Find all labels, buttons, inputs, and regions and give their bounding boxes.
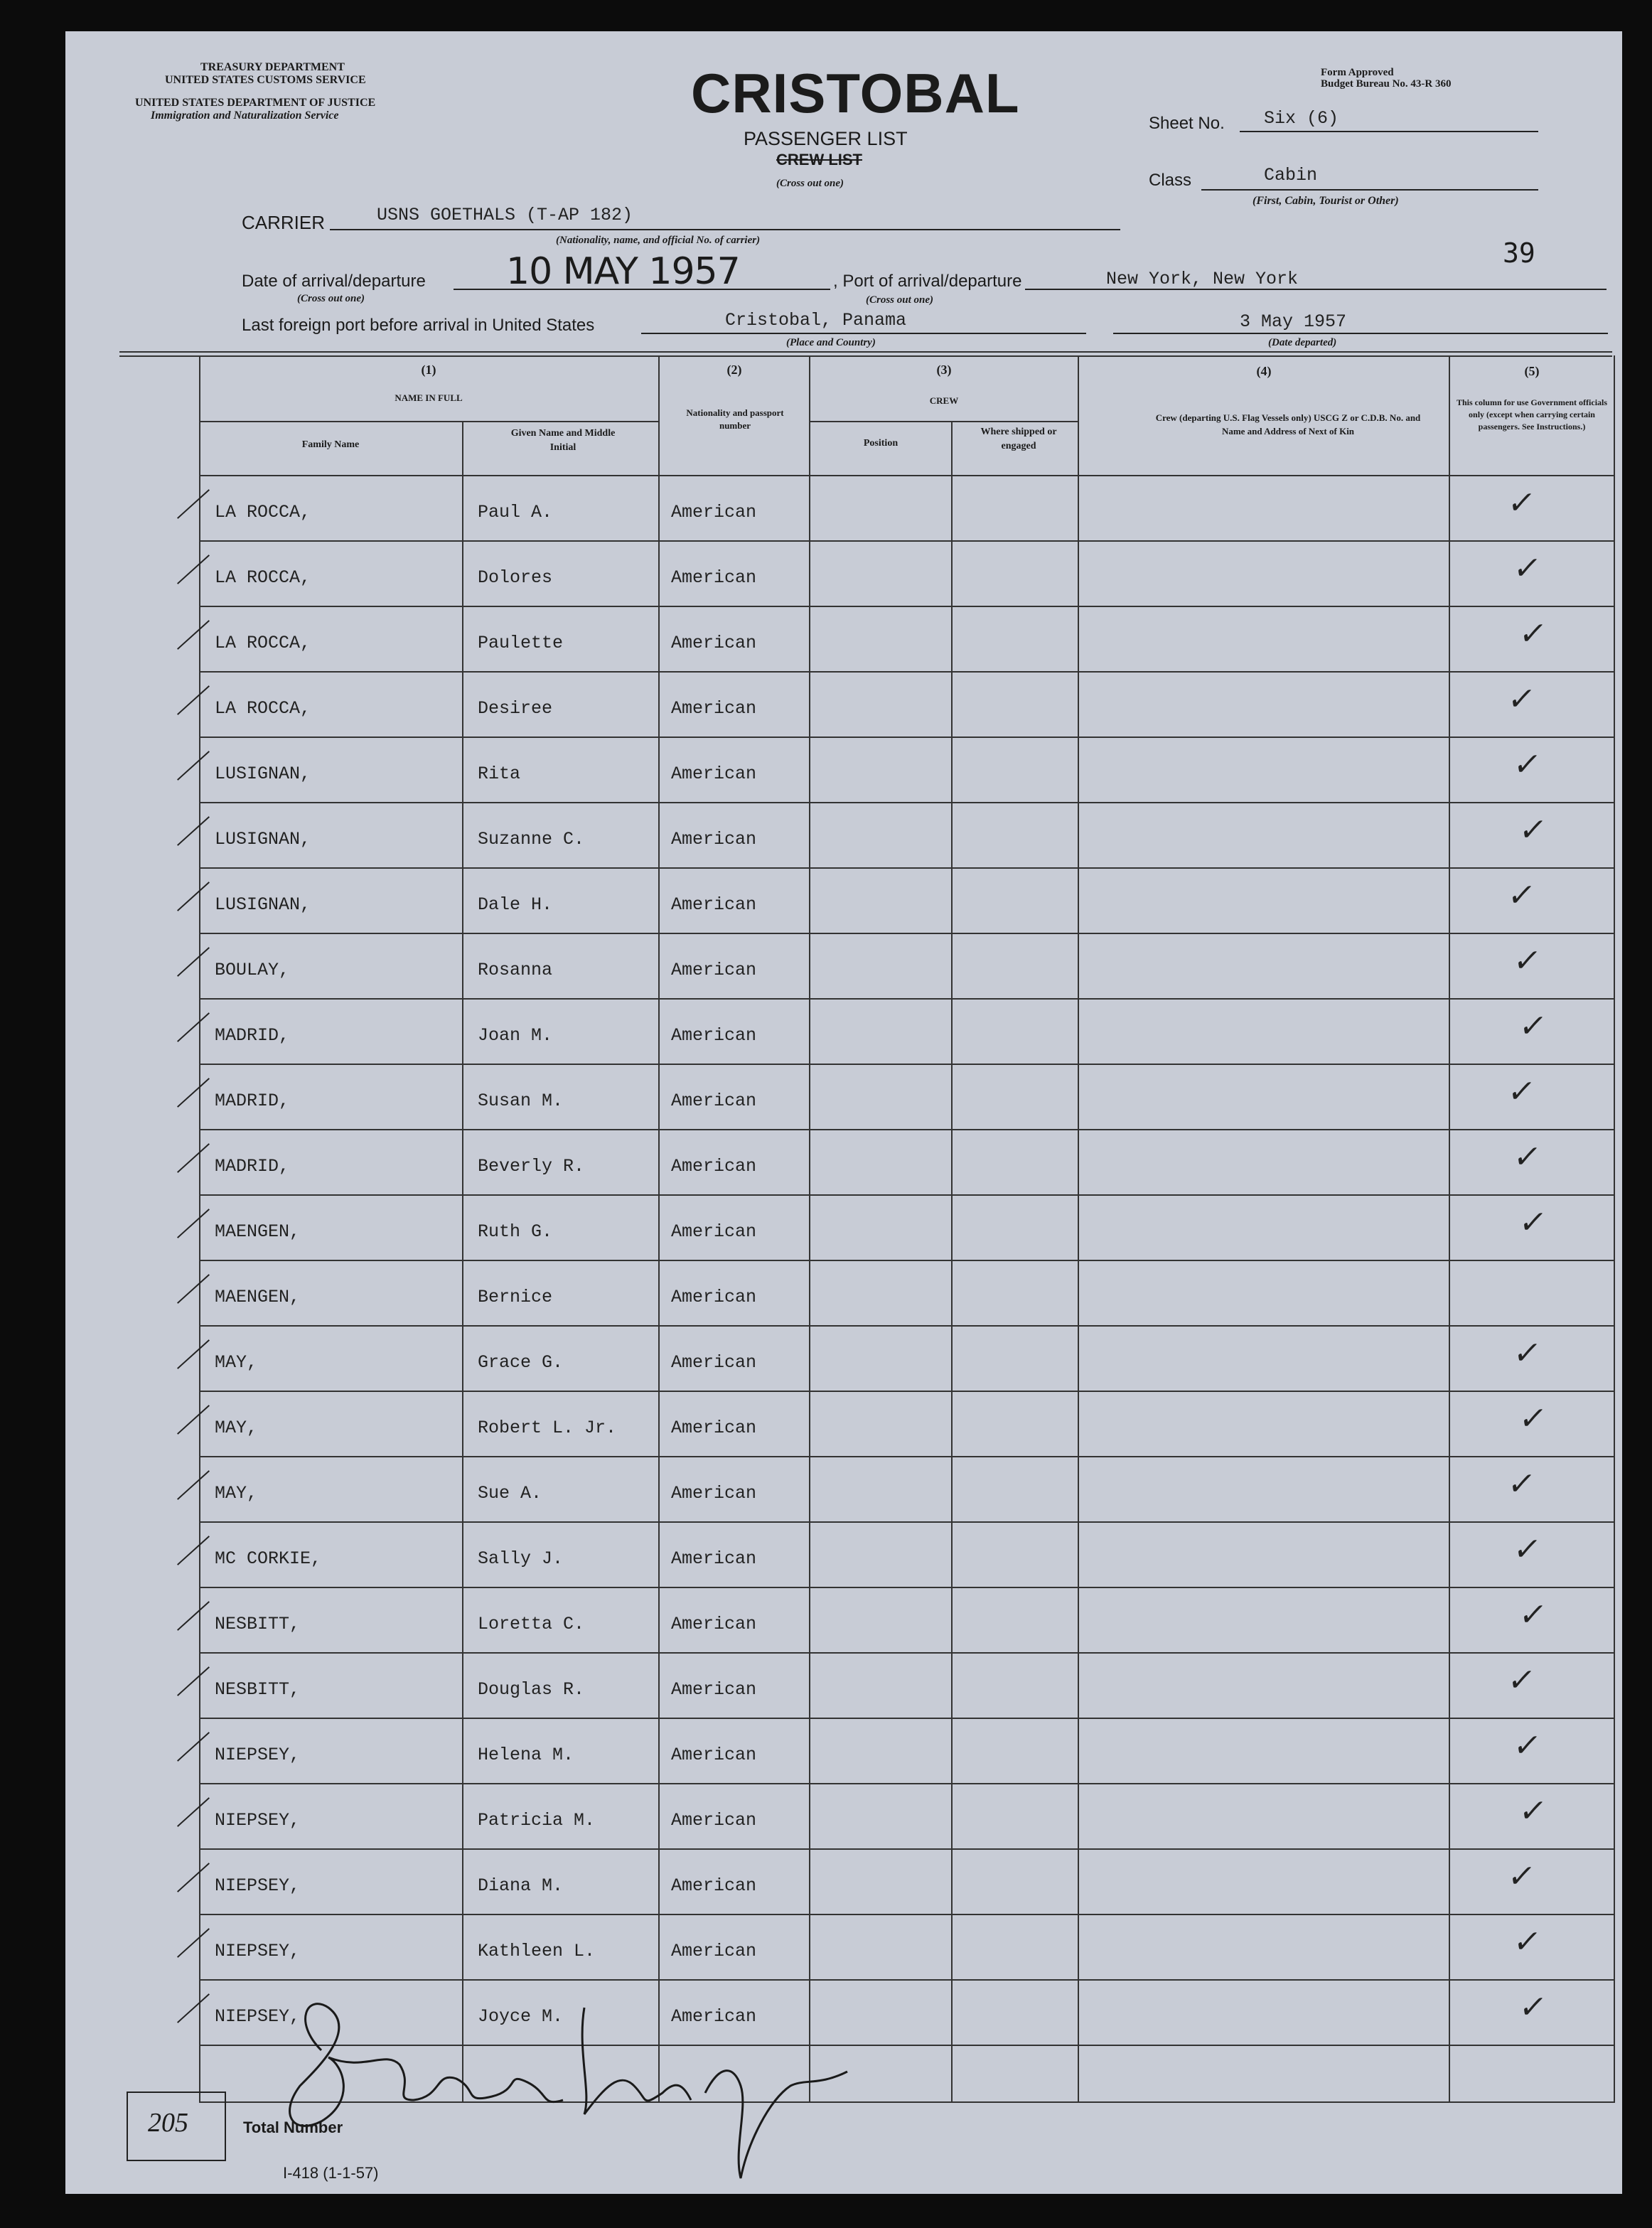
family-name-cell: MADRID, <box>215 1025 290 1046</box>
family-name-cell: LA ROCCA, <box>215 633 311 653</box>
carrier-underline <box>330 229 1120 230</box>
last-port-underline <box>641 333 1086 334</box>
margin-tally-mark <box>177 685 210 715</box>
margin-tally-mark <box>177 620 210 650</box>
given-name-cell: Helena M. <box>478 1745 574 1765</box>
nationality-cell: American <box>671 829 757 850</box>
row-separator <box>199 998 1615 1000</box>
family-name-cell: NIEPSEY, <box>215 1941 301 1961</box>
nationality-cell: American <box>671 1025 757 1046</box>
given-name-cell: Patricia M. <box>478 1810 596 1831</box>
family-name-cell: MAY, <box>215 1352 258 1373</box>
col3-title: CREW <box>929 395 959 406</box>
margin-tally-mark <box>177 1339 210 1369</box>
row-separator <box>199 1194 1615 1196</box>
margin-tally-mark <box>177 1470 210 1500</box>
given-name-cell: Rita <box>478 764 521 784</box>
date-departed-value: 3 May 1957 <box>1240 311 1347 332</box>
sheet-underline <box>1240 131 1538 132</box>
family-name-cell: LA ROCCA, <box>215 502 311 523</box>
check-mark: ✓ <box>1505 1858 1538 1895</box>
check-mark: ✓ <box>1505 681 1538 717</box>
port-label: , Port of arrival/departure <box>833 272 1022 291</box>
check-mark: ✓ <box>1505 1073 1538 1110</box>
sheet-label: Sheet No. <box>1149 114 1225 133</box>
row-separator <box>199 802 1615 803</box>
table-right-border <box>1614 355 1615 2101</box>
nationality-cell: American <box>671 894 757 915</box>
given-name-cell: Dolores <box>478 567 553 588</box>
table-left-border <box>199 355 200 2101</box>
col5-number: (5) <box>1524 364 1540 378</box>
row-separator <box>199 1260 1615 1261</box>
margin-tally-mark <box>177 816 210 846</box>
row-separator <box>199 1783 1615 1784</box>
family-name-cell: LA ROCCA, <box>215 698 311 719</box>
margin-tally-mark <box>177 1274 210 1304</box>
row-separator <box>199 1129 1615 1130</box>
nationality-cell: American <box>671 502 757 523</box>
margin-tally-mark <box>177 1928 210 1958</box>
check-mark: ✓ <box>1505 1466 1538 1502</box>
nationality-cell: American <box>671 1745 757 1765</box>
margin-tally-mark <box>177 1732 210 1762</box>
nationality-cell: American <box>671 1091 757 1111</box>
check-mark: ✓ <box>1511 1728 1544 1764</box>
margin-tally-mark <box>177 751 210 781</box>
class-label: Class <box>1149 171 1192 190</box>
check-mark: ✓ <box>1511 746 1544 783</box>
date-value: 10 MAY 1957 <box>506 250 740 293</box>
nationality-cell: American <box>671 1221 757 1242</box>
given-name-cell: Grace G. <box>478 1352 564 1373</box>
given-name-cell: Joan M. <box>478 1025 553 1046</box>
nationality-cell: American <box>671 2006 757 2027</box>
given-name-cell: Douglas R. <box>478 1679 585 1700</box>
check-mark: ✓ <box>1511 1924 1544 1960</box>
dept-line-1: TREASURY DEPARTMENT <box>200 61 345 73</box>
row-separator <box>199 1914 1615 1915</box>
given-name-cell: Paulette <box>478 633 564 653</box>
nationality-cell: American <box>671 1810 757 1831</box>
header-sub-rule-crew <box>809 421 1079 422</box>
table-top-rule-1 <box>119 351 1612 353</box>
header-bottom-rule <box>199 475 1615 476</box>
nationality-cell: American <box>671 633 757 653</box>
row-separator <box>199 1521 1615 1523</box>
table-top-rule-2 <box>119 355 1612 357</box>
col1-title: NAME IN FULL <box>395 392 463 403</box>
budget-bureau: Budget Bureau No. 43-R 360 <box>1321 78 1452 90</box>
family-name-cell: MADRID, <box>215 1091 290 1111</box>
row-separator <box>199 737 1615 738</box>
check-mark: ✓ <box>1511 1139 1544 1175</box>
dept-line-4: Immigration and Naturalization Service <box>151 109 339 122</box>
given-name-cell: Paul A. <box>478 502 553 523</box>
family-name-header: Family Name <box>301 439 360 450</box>
margin-tally-mark <box>177 947 210 977</box>
row-separator <box>199 1848 1615 1850</box>
col5-title: This column for use Government officials only (except when carrying certain passengers. See Instructions.) <box>1456 397 1608 432</box>
nationality-cell: American <box>671 960 757 980</box>
margin-tally-mark <box>177 1601 210 1631</box>
family-name-cell: NIEPSEY, <box>215 1810 301 1831</box>
check-mark: ✓ <box>1516 1989 1550 2025</box>
class-underline <box>1201 189 1538 191</box>
nationality-cell: American <box>671 1875 757 1896</box>
class-value: Cabin <box>1264 165 1318 186</box>
header-sub-rule-name <box>199 421 660 422</box>
port-value: New York, New York <box>1106 269 1299 289</box>
family-name-cell: NIEPSEY, <box>215 1875 301 1896</box>
date-departed-caption: (Date departed) <box>1268 337 1337 348</box>
nationality-cell: American <box>671 1418 757 1438</box>
col-divider-nationality-crew <box>809 355 810 2101</box>
check-mark: ✓ <box>1511 1531 1544 1568</box>
port-caption: (Cross out one) <box>866 294 934 306</box>
check-mark: ✓ <box>1511 550 1544 587</box>
check-mark: ✓ <box>1505 877 1538 914</box>
given-name-cell: Desiree <box>478 698 553 719</box>
check-mark: ✓ <box>1516 1400 1550 1437</box>
col-divider-kin-gov <box>1449 355 1450 2101</box>
check-mark: ✓ <box>1511 943 1544 979</box>
margin-tally-mark <box>177 882 210 911</box>
given-name-cell: Sue A. <box>478 1483 542 1504</box>
family-name-cell: LA ROCCA, <box>215 567 311 588</box>
nationality-cell: American <box>671 1156 757 1177</box>
carrier-label: CARRIER <box>242 212 326 233</box>
col1-number: (1) <box>421 363 436 377</box>
list-type: PASSENGER LIST <box>744 128 908 149</box>
page-number: 39 <box>1503 237 1535 269</box>
given-name-cell: Beverly R. <box>478 1156 585 1177</box>
carrier-caption: (Nationality, name, and official No. of carrier) <box>556 235 761 246</box>
family-name-cell: MADRID, <box>215 1156 290 1177</box>
given-name-cell: Sally J. <box>478 1548 564 1569</box>
given-name-cell: Joyce M. <box>478 2006 564 2027</box>
given-name-cell: Robert L. Jr. <box>478 1418 617 1438</box>
col2-number: (2) <box>726 363 742 377</box>
family-name-cell: NESBITT, <box>215 1679 301 1700</box>
col2-title: Nationality and passport number <box>686 407 784 431</box>
row-separator <box>199 671 1615 673</box>
nationality-cell: American <box>671 1287 757 1307</box>
nationality-cell: American <box>671 1614 757 1634</box>
row-separator <box>199 1325 1615 1327</box>
class-caption: (First, Cabin, Tourist or Other) <box>1253 195 1399 207</box>
col-divider-crew-kin <box>1078 355 1079 2101</box>
family-name-cell: LUSIGNAN, <box>215 764 311 784</box>
nationality-cell: American <box>671 764 757 784</box>
family-name-cell: NIEPSEY, <box>215 2006 301 2027</box>
given-name-cell: Rosanna <box>478 960 553 980</box>
margin-tally-mark <box>177 1536 210 1565</box>
given-name-cell: Bernice <box>478 1287 553 1307</box>
family-name-cell: MAY, <box>215 1418 258 1438</box>
nationality-cell: American <box>671 1548 757 1569</box>
row-separator <box>199 540 1615 542</box>
margin-tally-mark <box>177 1405 210 1435</box>
total-number-value: 205 <box>148 2108 188 2138</box>
given-name-cell: Dale H. <box>478 894 553 915</box>
nationality-cell: American <box>671 567 757 588</box>
check-mark: ✓ <box>1511 1335 1544 1371</box>
family-name-cell: MAY, <box>215 1483 258 1504</box>
given-name-cell: Loretta C. <box>478 1614 585 1634</box>
margin-tally-mark <box>177 1797 210 1827</box>
check-mark: ✓ <box>1516 1597 1550 1633</box>
family-name-cell: LUSIGNAN, <box>215 829 311 850</box>
last-port-caption: (Place and Country) <box>786 337 876 348</box>
check-mark: ✓ <box>1516 1008 1550 1044</box>
crew-list-struck: CREW LIST <box>776 151 862 168</box>
nationality-cell: American <box>671 1679 757 1700</box>
col3-number: (3) <box>936 363 952 377</box>
date-departed-underline <box>1113 333 1608 334</box>
col4-title: Crew (departing U.S. Flag Vessels only) USCG Z or C.D.B. No. and Name and Address of Next of Kin <box>1155 412 1421 437</box>
row-separator <box>199 1391 1615 1392</box>
margin-tally-mark <box>177 1993 210 2023</box>
margin-tally-mark <box>177 1209 210 1238</box>
row-separator <box>199 1587 1615 1588</box>
row-separator <box>199 867 1615 869</box>
row-separator <box>199 1064 1615 1065</box>
family-name-cell: NESBITT, <box>215 1614 301 1634</box>
margin-tally-mark <box>177 555 210 584</box>
date-caption: (Cross out one) <box>297 293 365 304</box>
last-port-label: Last foreign port before arrival in United States <box>242 316 595 335</box>
date-label: Date of arrival/departure <box>242 272 426 291</box>
margin-tally-mark <box>177 1078 210 1108</box>
nationality-cell: American <box>671 1483 757 1504</box>
row-separator <box>199 1456 1615 1457</box>
given-name-cell: Ruth G. <box>478 1221 553 1242</box>
family-name-cell: MAENGEN, <box>215 1287 301 1307</box>
check-mark: ✓ <box>1505 485 1538 521</box>
family-name-cell: LUSIGNAN, <box>215 894 311 915</box>
check-mark: ✓ <box>1516 616 1550 652</box>
sheet-value: Six (6) <box>1264 108 1339 129</box>
row-separator <box>199 1652 1615 1654</box>
col-divider-name-nationality <box>658 355 660 2101</box>
margin-tally-mark <box>177 1666 210 1696</box>
family-name-cell: BOULAY, <box>215 960 290 980</box>
dept-line-2: UNITED STATES CUSTOMS SERVICE <box>165 74 366 86</box>
carrier-value: USNS GOETHALS (T-AP 182) <box>377 205 633 225</box>
family-name-cell: NIEPSEY, <box>215 1745 301 1765</box>
col4-number: (4) <box>1256 364 1272 378</box>
cross-out-caption: (Cross out one) <box>776 178 844 189</box>
check-mark: ✓ <box>1505 1662 1538 1698</box>
check-mark: ✓ <box>1516 1793 1550 1829</box>
check-mark: ✓ <box>1516 812 1550 848</box>
form-approved: Form Approved <box>1321 67 1394 78</box>
given-name-cell: Susan M. <box>478 1091 564 1111</box>
check-mark: ✓ <box>1516 1204 1550 1241</box>
row-separator <box>199 933 1615 934</box>
position-header: Position <box>863 438 899 449</box>
margin-tally-mark <box>177 1863 210 1892</box>
margin-tally-mark <box>177 1143 210 1173</box>
given-name-header: Given Name and Middle Initial <box>510 428 616 453</box>
row-separator <box>199 1718 1615 1719</box>
margin-tally-mark <box>177 1012 210 1042</box>
row-separator <box>199 606 1615 607</box>
nationality-cell: American <box>671 698 757 719</box>
family-name-cell: MAENGEN, <box>215 1221 301 1242</box>
last-port-value: Cristobal, Panama <box>725 310 907 331</box>
nationality-cell: American <box>671 1352 757 1373</box>
form-number: I-418 (1-1-57) <box>283 2164 379 2182</box>
shipped-header: Where shipped or engaged <box>980 427 1057 451</box>
stamp-title: CRISTOBAL <box>691 62 1020 124</box>
total-number-label: Total Number <box>243 2119 343 2136</box>
dept-line-3: UNITED STATES DEPARTMENT OF JUSTICE <box>135 97 376 109</box>
given-name-cell: Diana M. <box>478 1875 564 1896</box>
margin-tally-mark <box>177 489 210 519</box>
family-name-cell: MC CORKIE, <box>215 1548 322 1569</box>
given-name-cell: Kathleen L. <box>478 1941 596 1961</box>
given-name-cell: Suzanne C. <box>478 829 585 850</box>
nationality-cell: American <box>671 1941 757 1961</box>
passenger-list-sheet <box>65 31 1622 2194</box>
